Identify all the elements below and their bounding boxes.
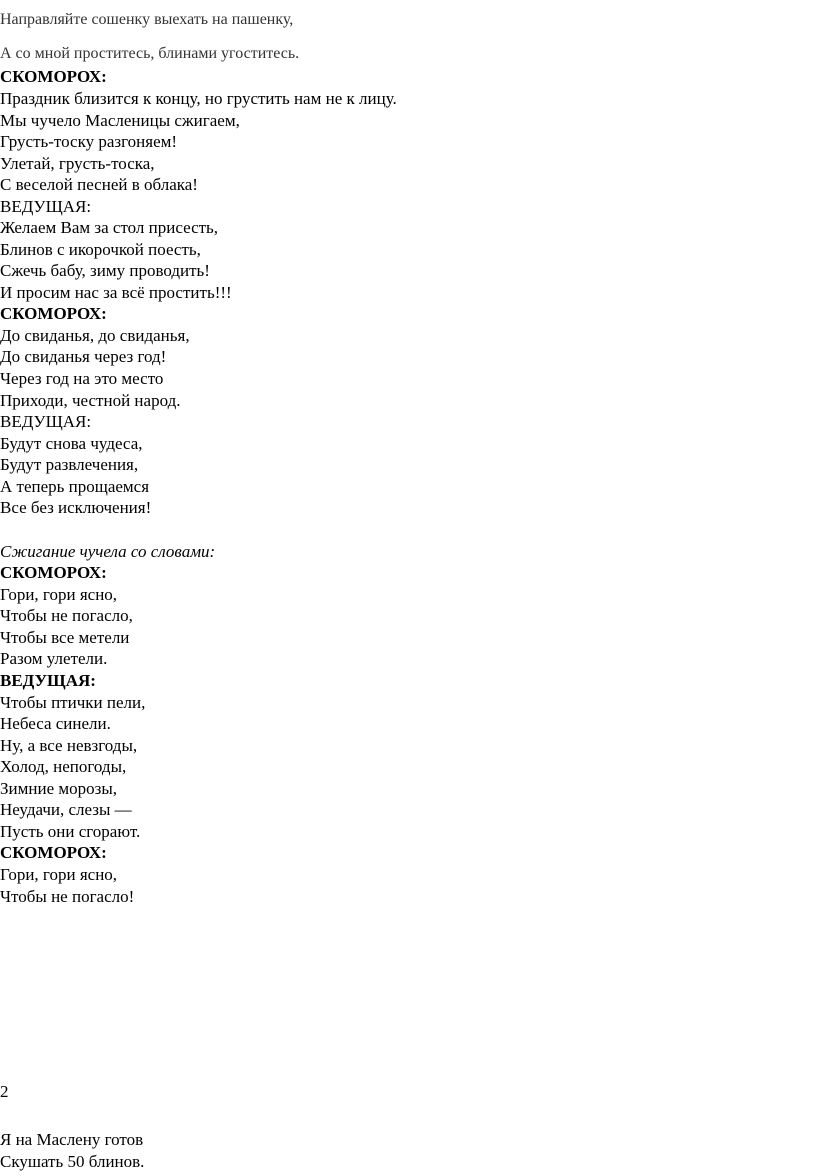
verse-line: С веселой песней в облака!	[0, 175, 198, 194]
speaker-label: СКОМОРОХ:	[0, 67, 107, 86]
verse-line: До свиданья, до свиданья,	[0, 326, 190, 345]
verse-line: Будут снова чудеса,	[0, 434, 143, 453]
verse-line: Зимние морозы,	[0, 779, 118, 798]
verse-line: Чтобы птички пели,	[0, 693, 146, 712]
verse-line: Улетай, грусть-тоска,	[0, 154, 155, 173]
intro-line: Направляйте сошенку выехать на пашенку,	[0, 11, 294, 28]
verse-line: Чтобы не погасло,	[0, 606, 133, 625]
verse-line: Чтобы все метели	[0, 628, 130, 647]
verse-line: Все без исключения!	[0, 498, 152, 517]
verse-line: И просим нас за всё простить!!!	[0, 283, 232, 302]
footer-line: Я на Маслену готов	[0, 1130, 144, 1149]
speaker-label: ВЕДУЩАЯ:	[0, 197, 92, 216]
speaker-label: СКОМОРОХ:	[0, 304, 107, 323]
verse-line: Холод, непогоды,	[0, 757, 127, 776]
verse-line: Сжечь бабу, зиму проводить!	[0, 261, 210, 280]
verse-line: Неудачи, слезы —	[0, 800, 132, 819]
speaker-label: ВЕДУЩАЯ:	[0, 671, 96, 690]
verse-line: Праздник близится к концу, но грустить нам не к лицу.	[0, 89, 397, 108]
verse-line: Через год на это место	[0, 369, 164, 388]
intro-line: А со мной проститесь, блинами угоститесь.	[0, 45, 300, 62]
verse-line: Желаем Вам за стол присесть,	[0, 218, 219, 237]
verse-line: Грусть-тоску разгоняем!	[0, 132, 178, 151]
page-number: 2	[0, 1082, 9, 1101]
verse-line: Будут развлечения,	[0, 455, 139, 474]
verse-line: Приходи, честной народ.	[0, 391, 181, 410]
verse-line: А теперь прощаемся	[0, 477, 150, 496]
verse-line: Чтобы не погасло!	[0, 887, 135, 906]
footer-line: Скушать 50 блинов.	[0, 1152, 145, 1171]
stage-direction: Сжигание чучела со словами:	[0, 542, 216, 561]
speaker-label: ВЕДУЩАЯ:	[0, 412, 92, 431]
verse-line: Небеса синели.	[0, 714, 111, 733]
verse-line: Пусть они сгорают.	[0, 822, 141, 841]
verse-line: Гори, гори ясно,	[0, 865, 118, 884]
verse-line: Мы чучело Масленицы сжигаем,	[0, 111, 240, 130]
verse-line: Блинов с икорочкой поесть,	[0, 240, 201, 259]
verse-line: До свиданья через год!	[0, 347, 167, 366]
speaker-label: СКОМОРОХ:	[0, 563, 107, 582]
verse-line: Гори, гори ясно,	[0, 585, 118, 604]
verse-line: Ну, а все невзгоды,	[0, 736, 138, 755]
speaker-label: СКОМОРОХ:	[0, 843, 107, 862]
verse-line: Разом улетели.	[0, 649, 108, 668]
